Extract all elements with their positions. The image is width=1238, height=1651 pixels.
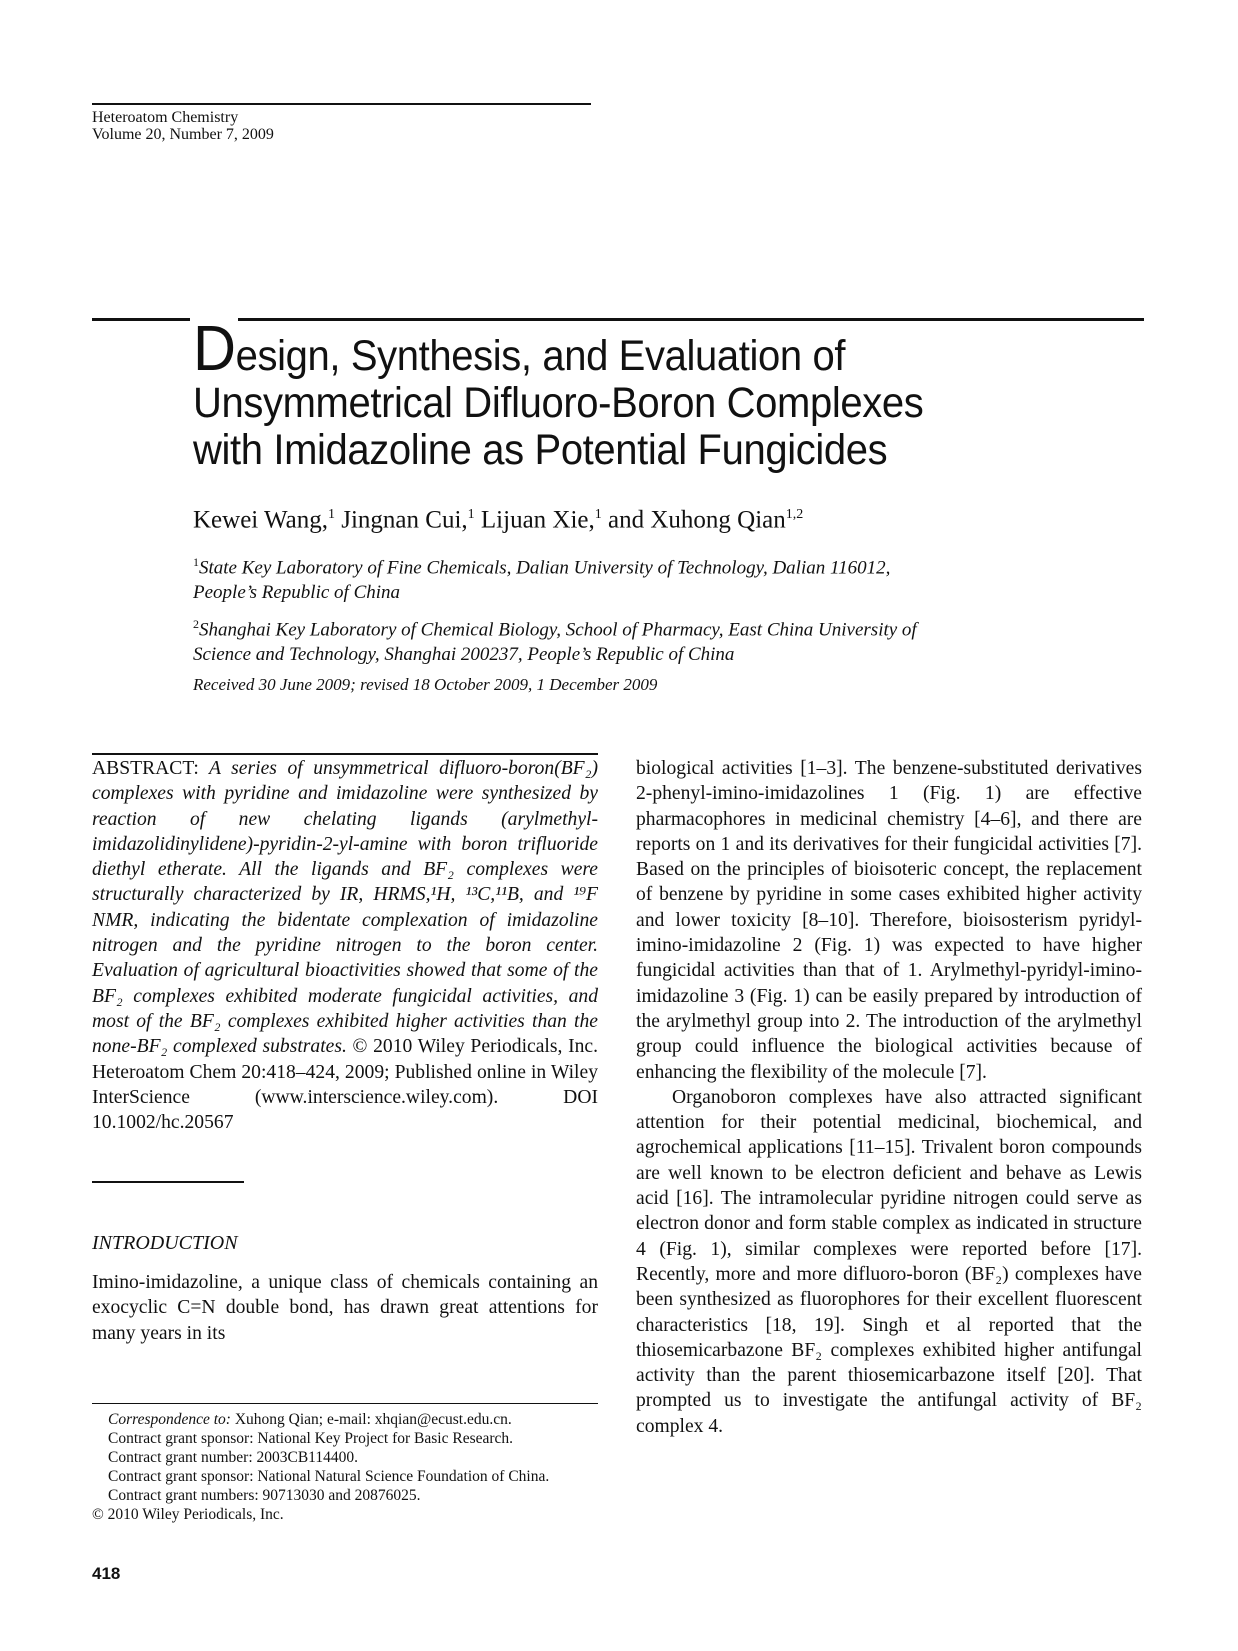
correspondence-text: Xuhong Qian; e-mail: xhqian@ecust.edu.cn. <box>230 1411 512 1428</box>
title-line-1: esign, Synthesis, and Evaluation of <box>235 332 846 380</box>
section-heading-introduction: INTRODUCTION <box>92 1232 238 1254</box>
affiliation-line: Science and Technology, Shanghai 200237, People’s Republic of China <box>193 644 735 666</box>
title-line-3: with Imidazoline as Potential Fungicides <box>193 426 888 474</box>
footnote-rule <box>92 1403 598 1404</box>
footnote-grant-number: Contract grant numbers: 90713030 and 20876025. <box>108 1487 421 1504</box>
title-line-2: Unsymmetrical Difluoro-Boron Complexes <box>193 379 924 427</box>
affiliation-1 <box>193 550 1113 605</box>
title-rule-left <box>92 318 190 321</box>
affiliation-line: Shanghai Key Laboratory of Chemical Biology, School of Pharmacy, East China University of <box>199 619 917 641</box>
introduction-paragraph <box>92 1270 598 1346</box>
footnote-grant-number: Contract grant number: 2003CB114400. <box>108 1449 358 1466</box>
introduction-text: Imino-imidazoline, a unique class of chemicals containing an exocyclic C=N double bond, has drawn great attentions for many years in its <box>92 1272 598 1344</box>
footnotes <box>92 1410 598 1524</box>
affiliation-mark: 1 <box>193 555 199 569</box>
journal-name: Heteroatom Chemistry <box>92 109 239 126</box>
affiliation-line: State Key Laboratory of Fine Chemicals, Dalian University of Technology, Dalian 116012, <box>199 557 891 579</box>
footnote-copyright: © 2010 Wiley Periodicals, Inc. <box>92 1506 284 1523</box>
author-affiliation-mark: 1 <box>467 507 475 522</box>
author-name: Jingnan Cui, <box>335 506 468 534</box>
author-name: Lijuan Xie, <box>474 506 595 534</box>
author-affiliation-mark: 1 <box>594 507 602 522</box>
affiliation-2 <box>193 612 1113 667</box>
header-rule <box>92 103 591 105</box>
journal-header <box>92 109 274 143</box>
abstract-label: ABSTRACT: <box>92 758 199 779</box>
abstract <box>92 756 598 1135</box>
body-paragraph: Organoboron complexes have also attracted significant attention for their potential medicinal, biochemical, and agrochemical applications [11–15]. Trivalent boron compounds are well known to be electron deficient and behave as Lewis acid [16]. The intramolecular pyridine nitrogen could serve as electron donor and form stable complex as indicated in structure 4 (Fig. 1), similar complexes were reported before [17]. Recently, more and more difluoro-boron (BF₂) complexes have been synthesized as fluorophores for their excellent fluorescent characteristics [18, 19]. Singh et al reported that the thiosemicarbazone BF₂ complexes exhibited higher antifungal activity than the parent thiosemicarbazone itself [20]. That prompted us to investigate the antifungal activity of BF₂ complex 4. <box>636 1086 1142 1437</box>
journal-volume: Volume 20, Number 7, 2009 <box>92 126 274 143</box>
abstract-citation: © 2010 Wiley Periodicals, Inc. Heteroatom Chem 20:418–424, 2009; Published online in Wiley InterScience (www.interscience.wiley.com). DOI 10.1002/hc.20567 <box>92 1036 598 1134</box>
author-list <box>193 500 803 535</box>
author-name: Kewei Wang, <box>193 506 328 534</box>
author-affiliation-mark: 1,2 <box>785 507 804 522</box>
author-name: and Xuhong Qian <box>601 506 786 534</box>
correspondence-label: Correspondence to: <box>108 1411 231 1428</box>
affiliation-mark: 2 <box>193 617 199 631</box>
right-column <box>636 756 1142 1439</box>
abstract-bottom-rule <box>92 1181 244 1183</box>
author-affiliation-mark: 1 <box>328 507 335 522</box>
page-number: 418 <box>92 1564 121 1583</box>
title-rule-right <box>238 318 1144 321</box>
received-dates: Received 30 June 2009; revised 18 October 2009, 1 December 2009 <box>193 675 658 694</box>
title-dropcap: D <box>193 312 236 384</box>
abstract-top-rule <box>92 753 598 755</box>
footnote-sponsor: Contract grant sponsor: National Natural Science Foundation of China. <box>108 1468 550 1485</box>
affiliation-line: People’s Republic of China <box>193 582 401 604</box>
article-title <box>193 312 1086 474</box>
abstract-text: A series of unsymmetrical difluoro-boron(BF₂) complexes with pyridine and imidazoline were synthesized by reaction of new chelating ligands (arylmethyl-imidazolidinylidene)-pyridin-2-yl-amine with boron trifluoride diethyl etherate. All the ligands and BF₂ complexes were structurally characterized by IR, HRMS,¹H, ¹³C,¹¹B, and ¹⁹F NMR, indicating the bidentate complexation of imidazoline nitrogen and the pyridine nitrogen to the boron center. Evaluation of agricultural bioactivities showed that some of the BF₂ complexes exhibited moderate fungicidal activities, and most of the BF₂ complexes exhibited higher activities than the none-BF₂ complexed substrates. <box>92 758 598 1058</box>
body-paragraph: biological activities [1–3]. The benzene-substituted derivatives 2-phenyl-imino-imidazolines 1 (Fig. 1) are effective pharmacophores in medicinal chemistry [4–6], and there are reports on 1 and its derivatives for their fungicidal activities [7]. Based on the principles of bioisoteric concept, the replacement of benzene by pyridine in some cases exhibited higher activity and lower toxicity [8–10]. Therefore, bioisosterism pyridyl-imino-imidazoline 2 (Fig. 1) was expected to have higher fungicidal activities than that of 1. Arylmethyl-pyridyl-imino-imidazoline 3 (Fig. 1) can be easily prepared by introduction of the arylmethyl group into 2. The introduction of the arylmethyl group could influence the biological activities because of enhancing the flexibility of the molecule [7]. <box>636 758 1142 1083</box>
footnote-sponsor: Contract grant sponsor: National Key Project for Basic Research. <box>108 1430 514 1447</box>
